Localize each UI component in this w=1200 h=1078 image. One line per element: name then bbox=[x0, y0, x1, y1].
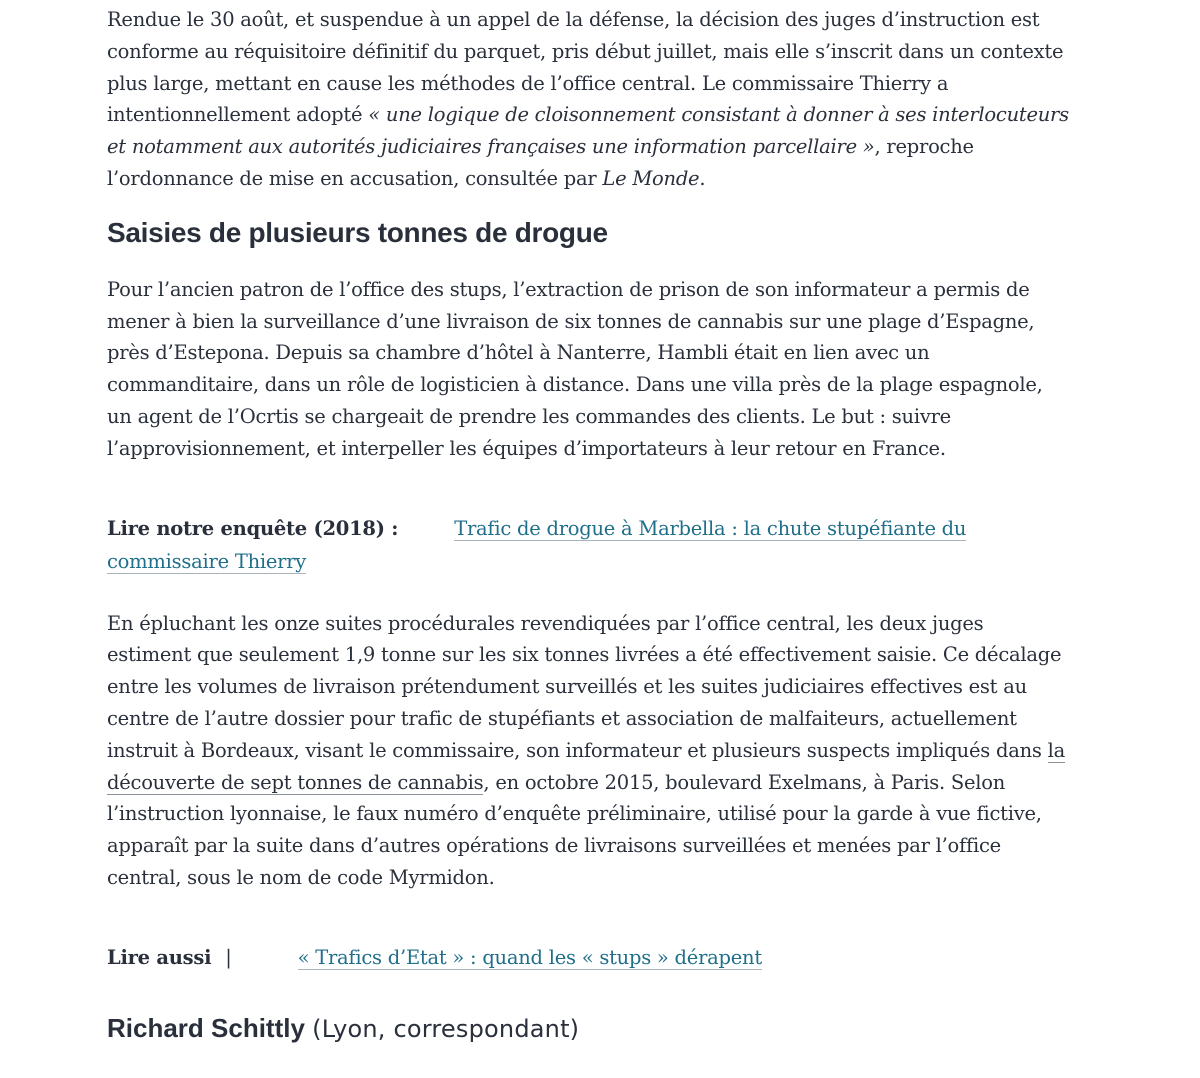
paragraph-3-text-a: En épluchant les onze suites procédurales revendiquées par l’office central, les deux juges estiment que seulement 1,9 tonne sur les six tonnes livrées a été effectivement saisie. Ce décalage entre les volumes de livraison prétendument surveillés et les suites judiciaires effectives est au centre de l’autre dossier pour trafic de stupéfiants et association de malfaiteurs, actuellement instruit à Bordeaux, visant le commissaire, son informateur et plusieurs suspects impliqués dans bbox=[107, 611, 1062, 762]
read-also-link[interactable]: « Trafics d’Etat » : quand les « stups » dérapent bbox=[297, 945, 762, 969]
section-heading: Saisies de plusieurs tonnes de drogue bbox=[107, 216, 608, 248]
read-also-separator: | bbox=[225, 945, 232, 969]
paragraph-1-text-a: Rendue le 30 août, et suspendue à un appel de la défense, la décision des juges d’instruction est conforme au réquisitoire définitif du parquet, pris début juillet, mais elle s’inscrit dans un contexte plus large, mettant en cause les méthodes de l’office central. Le commissaire Thierry a intentionnellement adopté bbox=[107, 8, 1064, 127]
paragraph-2: Pour l’ancien patron de l’office des stups, l’extraction de prison de son informateur a permis de mener à bien la surveillance d’une livraison de six tonnes de cannabis sur une plage d’Espagne, près d’Estepona. Depuis sa chambre d’hôtel à Nanterre, Hambli était en lien avec un commanditaire, dans un rôle de logisticien à distance. Dans une villa près de la plage espagnole, un agent de l’Ocrtis se chargeait de prendre les commandes des clients. Le but : suivre l’approvisionnement, et interpeller les équipes d’importateurs à leur retour en France. bbox=[107, 277, 1043, 460]
author-role: (Lyon, correspondant) bbox=[312, 1014, 580, 1043]
paragraph-1-text-b: , reproche l’ordonnance de mise en accusation, consultée par bbox=[107, 135, 974, 190]
read-more-block bbox=[107, 512, 1072, 578]
read-more-label: Lire notre enquête (2018) : bbox=[107, 516, 399, 540]
author-name: Richard Schittly bbox=[107, 1012, 305, 1043]
paragraph-3 bbox=[107, 608, 1072, 894]
paragraph-3-text-b: , en octobre 2015, boulevard Exelmans, à Paris. Selon l’instruction lyonnaise, le faux numéro d’enquête préliminaire, utilisé pour la garde à vue fictive, apparaît par la suite dans d’autres opérations de livraisons surveillées et menées par l’office central, sous le nom de code Myrmidon. bbox=[107, 770, 1042, 889]
paragraph-1 bbox=[107, 4, 1072, 195]
read-also-block bbox=[107, 941, 1072, 974]
read-also-label: Lire aussi bbox=[107, 945, 212, 969]
inline-article-link[interactable]: la découverte de sept tonnes de cannabis bbox=[107, 738, 1065, 794]
paragraph-1-quote: « une logique de cloisonnement consistant à donner à ses interlocuteurs et notamment aux autorités judiciaires françaises une information parcellaire » bbox=[107, 103, 1069, 159]
article-body bbox=[107, 4, 1072, 1045]
byline bbox=[107, 1012, 1072, 1045]
paragraph-1-text-c: . bbox=[699, 166, 706, 190]
read-more-link[interactable]: Trafic de drogue à Marbella : la chute stupéfiante du commissaire Thierry bbox=[107, 516, 967, 573]
publication-name: Le Monde bbox=[602, 166, 700, 190]
